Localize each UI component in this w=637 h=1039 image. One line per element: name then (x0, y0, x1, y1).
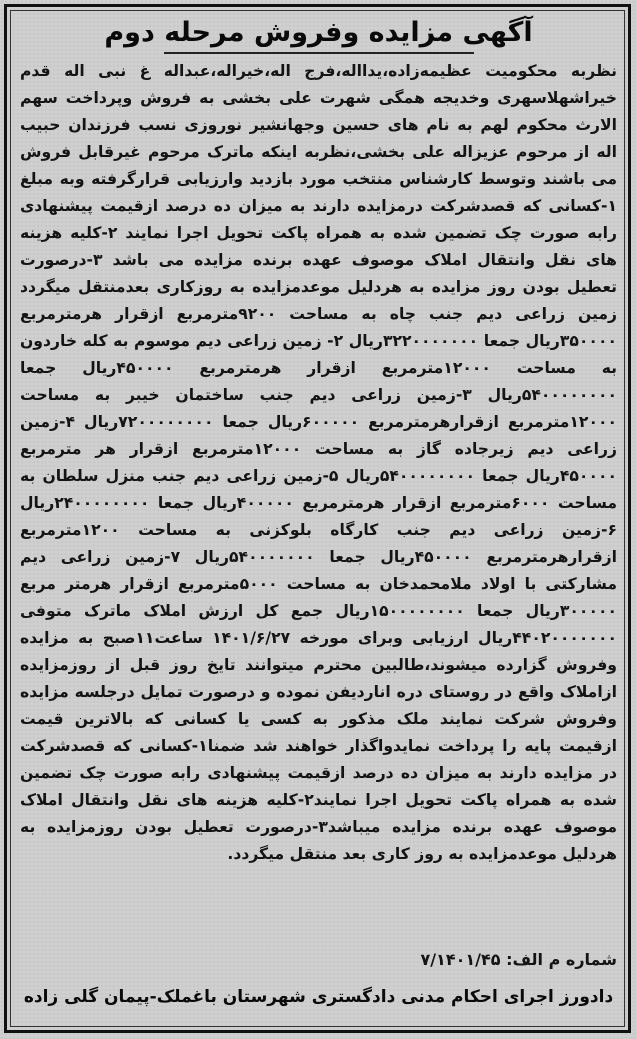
reference-number (20, 948, 617, 972)
reference-value: ۷/۱۴۰۱/۴۵ (420, 950, 501, 969)
signature-line: دادورز اجرای احکام مدنی دادگستری شهرستان باغملک-پیمان گلی زاده (23, 987, 614, 1007)
reference-label: شماره م الف: (506, 950, 617, 969)
notice-body: نظربه محکومیت عظیمه‌زاده،یدااله،فرج اله،خیراله،عبداله غ نبی اله قدم خیراشهلاسهری وخدیجه همگی شهرت علی بخشی به فروش وپرداخت سهم الارث محکوم لهم به نام های حسین وجهانشیر نوروزی نسب فرزندان حبیب اله از مرحوم عزیزاله علی بخشی،نظربه اینکه ماترک مرحوم غیرقابل فروش می باشند وتوسط کارشناس منتخب مورد بازدید وارزیابی قرارگرفته وبه مبلغ ۱-کسانی که قصدشرکت درمزایده دارند به میزان ده درصد ازقیمت پیشنهادی رابه صورت چک تضمین شده به همراه پاکت تحویل اجرا نمایند ۲-کلیه هزینه های نقل وانتقال املاک موصوف عهده برنده مزایده می باشد ۳-درصورت تعطیل بودن روز مزایده به هردلیل موعدمزایده به روزکاری بعدمنتقل میگردد زمین زراعی دیم جنب چاه به مساحت ۹۲۰۰مترمربع ازقرار هرمترمربع ۳۵۰۰۰۰ریال جمعا ۳۲۲۰۰۰۰۰۰۰ریال ۲- زمین زراعی دیم موسوم به کله خاردون به مساحت ۱۲۰۰۰مترمربع ازقرار هرمترمربع ۴۵۰۰۰۰ریال جمعا ۵۴۰۰۰۰۰۰۰۰ریال ۳-زمین زراعی دیم جنب ساختمان خیبر به مساحت ۱۲۰۰۰مترمربع ازقرارهرمترمربع ۶۰۰۰۰۰ریال جمعا ۷۲۰۰۰۰۰۰۰۰ریال ۴-زمین زراعی دیم زیرجاده گاز به مساحت ۱۲۰۰۰مترمربع ازقرار هر مترمربع ۴۵۰۰۰۰ریال جمعا ۵۴۰۰۰۰۰۰۰۰ریال ۵-زمین زراعی دیم جنب منزل سلطان به مساحت ۶۰۰۰مترمربع ازقرار هرمترمربع ۴۰۰۰۰۰ریال جمعا ۲۴۰۰۰۰۰۰۰۰ریال ۶-زمین زراعی دیم جنب کارگاه بلوکزنی به مساحت ۱۲۰۰مترمربع ازقرارهرمترمربع ۴۵۰۰۰۰ریال جمعا ۵۴۰۰۰۰۰۰۰ریال ۷-زمین زراعی دیم مشارکتی با اولاد ملامحمدخان به مساحت ۵۰۰۰مترمربع ازقرار هرمتر مربع ۳۰۰۰۰۰ریال جمعا ۱۵۰۰۰۰۰۰۰۰ریال جمع کل ارزش املاک ماترک متوفی ۴۴۰۲۰۰۰۰۰۰۰ریال ارزیابی وبرای مورخه ۱۴۰۱/۶/۲۷ ساعت۱۱صبح به مزایده وفروش گزارده میشوند،طالبین محترم میتوانند تایخ روز قبل از روزمزایده ازاملاک واقع در روستای دره اناردیفن نموده و درصورت تمایل درجلسه مزایده وفروش شرکت نمایند ملک مذکور به کسی یا کسانی که بالاترین قیمت ازقیمت پایه را پرداخت نمایدواگذار خواهند شد ضمنا۱-کسانی که قصدشرکت در مزایده دارند به میزان ده درصد ازقیمت پیشنهادی رابه صورت چک تضمین شده به همراه پاکت تحویل اجرا نمایند۲-کلیه هزینه های نقل وانتقال املاک موصوف عهده برنده مزایده میباشد۳-درصورت تعطیل بودن روزمزایده به هردلیل موعدمزایده به روز کاری بعد منتقل میگردد. (20, 62, 618, 863)
notice-title: آگهی مزایده وفروش مرحله دوم (0, 16, 637, 54)
